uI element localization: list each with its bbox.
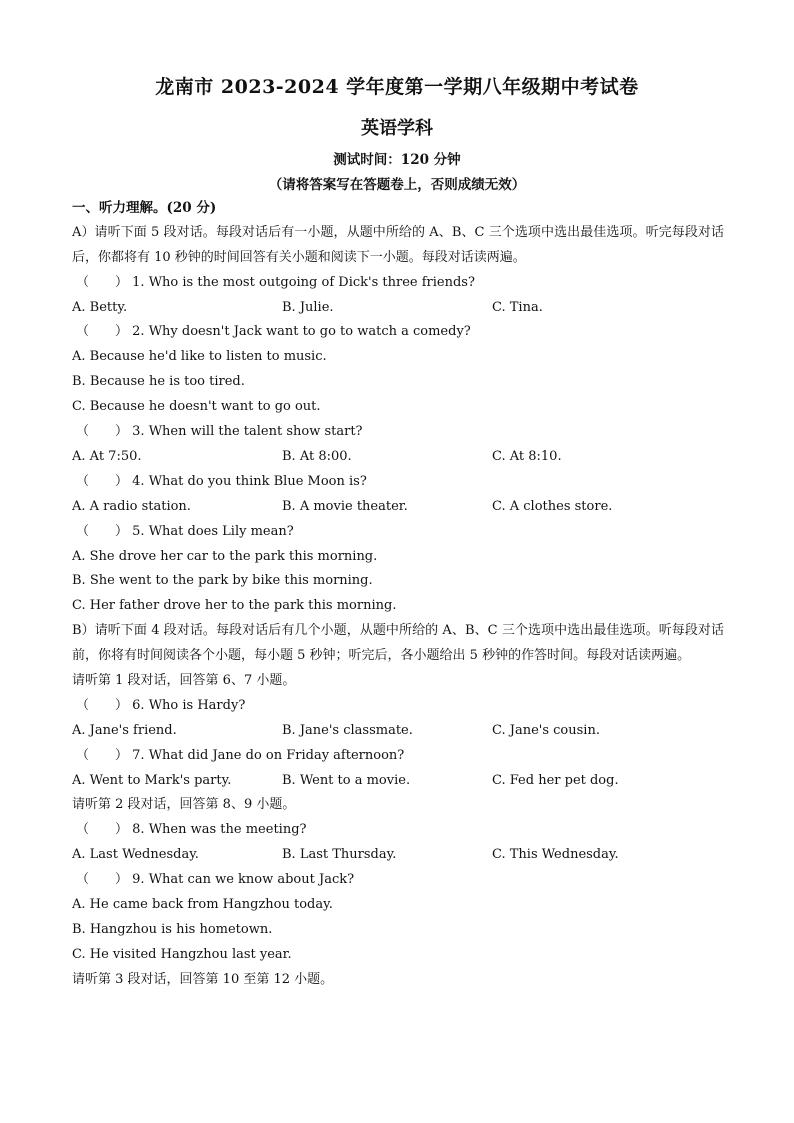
question-2 xyxy=(72,320,724,345)
answer-blank: （ ） xyxy=(76,424,129,440)
question-1-options xyxy=(72,296,724,321)
question-5 xyxy=(72,520,724,545)
option-c: C. Jane's cousin. xyxy=(492,722,600,738)
question-9 xyxy=(72,868,724,893)
answer-blank: （ ） xyxy=(76,523,129,539)
option-c: C. This Wednesday. xyxy=(492,847,619,863)
question-6 xyxy=(72,694,724,719)
option-a: A. Went to Mark's party. xyxy=(72,772,232,788)
option-b: B. Julie. xyxy=(282,299,334,315)
option-c: C. Because he doesn't want to go out. xyxy=(72,399,321,415)
dialogue-3-instruction: 请听第 3 段对话，回答第 10 至第 12 小题。 xyxy=(72,971,334,987)
exam-notice: （请将答案写在答题卷上，否则成绩无效） xyxy=(268,177,526,193)
option-a: A. She drove her car to the park this morning. xyxy=(72,548,378,564)
option-b: B. She went to the park by bike this morning. xyxy=(72,573,373,589)
option-b: B. Went to a movie. xyxy=(282,772,411,788)
question-text: 3. When will the talent show start? xyxy=(132,424,363,440)
question-text: 6. Who is Hardy? xyxy=(132,697,246,713)
dialogue-1-instruction: 请听第 1 段对话，回答第 6、7 小题。 xyxy=(72,672,296,688)
answer-blank: （ ） xyxy=(76,473,129,489)
option-c: C. At 8:10. xyxy=(492,448,562,464)
question-3 xyxy=(72,420,724,445)
question-text: 4. What do you think Blue Moon is? xyxy=(132,473,367,489)
question-3-options xyxy=(72,445,724,470)
answer-blank: （ ） xyxy=(76,274,129,290)
option-c: C. He visited Hangzhou last year. xyxy=(72,946,292,962)
option-a: A. He came back from Hangzhou today. xyxy=(72,897,333,912)
question-text: 9. What can we know about Jack? xyxy=(132,872,355,888)
question-text: 5. What does Lily mean? xyxy=(132,523,294,539)
answer-blank: （ ） xyxy=(76,747,129,763)
question-7 xyxy=(72,744,724,769)
question-text: 8. When was the meeting? xyxy=(132,822,307,838)
question-text: 1. Who is the most outgoing of Dick's three friends? xyxy=(132,274,475,290)
option-b: B. At 8:00. xyxy=(282,448,352,464)
answer-blank: （ ） xyxy=(76,697,129,713)
option-b: B. Jane's classmate. xyxy=(282,722,413,738)
option-c: C. Fed her pet dog. xyxy=(492,772,619,788)
option-c: C. Tina. xyxy=(492,299,543,315)
option-a: A. Betty. xyxy=(72,299,128,315)
question-text: 2. Why doesn't Jack want to go to watch a comedy? xyxy=(132,324,471,340)
exam-subject: 英语学科 xyxy=(361,118,433,139)
answer-blank: （ ） xyxy=(76,822,129,838)
option-a: A. Because he'd like to listen to music. xyxy=(72,349,327,365)
question-4-options xyxy=(72,495,724,520)
part-b-instructions: B）请听下面 4 段对话。每段对话后有几个小题，从题中所给的 A、B、C 三个选项中选出最佳选项。听每段对话前，你将有时间阅读各个小题，每小题 5 秒钟；听完后，各小题给出 5 秒钟的作答时间。每段对话读两遍。 xyxy=(72,623,724,664)
question-8-options xyxy=(72,843,724,868)
option-b: B. Last Thursday. xyxy=(282,847,397,863)
option-b: B. Hangzhou is his hometown. xyxy=(72,921,273,937)
option-c: C. A clothes store. xyxy=(492,498,613,514)
question-text: 7. What did Jane do on Friday afternoon? xyxy=(132,747,405,763)
question-4 xyxy=(72,470,724,495)
option-a: A. A radio station. xyxy=(72,498,191,514)
question-7-options xyxy=(72,769,724,794)
option-a: A. Jane's friend. xyxy=(72,722,177,738)
section-heading: 一、听力理解。(20 分) xyxy=(72,200,217,216)
answer-blank: （ ） xyxy=(76,872,129,888)
part-a-instructions: A）请听下面 5 段对话。每段对话后有一小题，从题中所给的 A、B、C 三个选项中选出最佳选项。听完每段对话后，你都将有 10 秒钟的时间回答有关小题和阅读下一小题。每段对话读两遍。 xyxy=(72,224,724,265)
answer-blank: （ ） xyxy=(76,324,129,340)
exam-title: 龙南市 2023-2024 学年度第一学期八年级期中考试卷 xyxy=(155,76,639,98)
option-c: C. Her father drove her to the park this morning. xyxy=(72,598,397,614)
option-b: B. A movie theater. xyxy=(282,498,408,514)
dialogue-2-instruction: 请听第 2 段对话，回答第 8、9 小题。 xyxy=(72,797,296,813)
question-6-options xyxy=(72,719,724,744)
question-1 xyxy=(72,271,724,296)
option-a: A. At 7:50. xyxy=(72,448,142,464)
option-b: B. Because he is too tired. xyxy=(72,374,245,390)
exam-content xyxy=(72,196,724,993)
exam-time: 测试时间：120 分钟 xyxy=(333,152,461,168)
question-8 xyxy=(72,818,724,843)
option-a: A. Last Wednesday. xyxy=(72,847,199,863)
